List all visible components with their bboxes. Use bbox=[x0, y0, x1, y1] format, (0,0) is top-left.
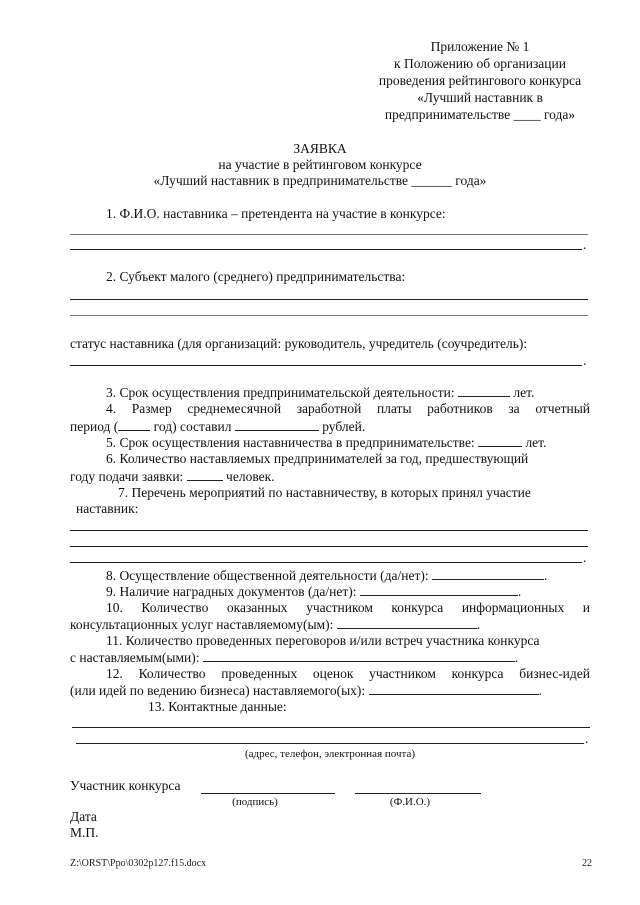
contact-input-line-1[interactable] bbox=[72, 727, 590, 728]
application-title: ЗАЯВКА bbox=[293, 141, 347, 156]
item-12-input[interactable] bbox=[369, 681, 539, 695]
signature-caption: (подпись) bbox=[232, 796, 278, 808]
appendix-line-2: к Положению об организации bbox=[394, 56, 566, 71]
stamp-label: М.П. bbox=[70, 825, 99, 840]
item-4-line-1: 4. Размер среднемесячной заработной платы работников за отчетный bbox=[106, 401, 590, 416]
item-5-input[interactable] bbox=[478, 433, 522, 447]
item-11-input[interactable] bbox=[203, 648, 515, 662]
item-8-label: 8. Осуществление общественной деятельности (да/нет): . bbox=[106, 568, 548, 583]
item-11-line-2: с наставляемым(ыми): . bbox=[70, 650, 519, 665]
application-subtitle-1: на участие в рейтинговом конкурсе bbox=[218, 157, 422, 172]
appendix-line-4: «Лучший наставник в bbox=[417, 90, 543, 105]
item-1-input-line-1[interactable] bbox=[70, 234, 588, 235]
end-dot: . bbox=[583, 550, 587, 565]
item-6-line-1: 6. Количество наставляемых предпринимателей за год, предшествующий bbox=[106, 451, 529, 466]
file-path: Z:\ORST\Ppo\0302p127.f15.docx bbox=[70, 858, 207, 869]
item-4-year-input[interactable] bbox=[118, 417, 150, 431]
item-7-line-1: 7. Перечень мероприятий по наставничеству, в которых принял участие bbox=[118, 485, 531, 500]
item-9-input[interactable] bbox=[360, 582, 518, 596]
item-3-label bbox=[106, 383, 534, 401]
item-10-input[interactable] bbox=[337, 615, 477, 629]
status-input-line[interactable] bbox=[70, 365, 582, 366]
item-2-input-line-1[interactable] bbox=[70, 299, 588, 300]
item-3-unit: лет. bbox=[513, 385, 535, 400]
item-7-input-line-1[interactable] bbox=[70, 530, 588, 531]
item-7-input-line-2[interactable] bbox=[70, 546, 588, 547]
status-label: статус наставника (для организаций: руководитель, учредитель (соучредитель): bbox=[70, 336, 528, 351]
appendix-line-3: проведения рейтингового конкурса bbox=[378, 73, 582, 88]
appendix-line-1: Приложение № 1 bbox=[430, 39, 530, 54]
end-dot: . bbox=[583, 353, 587, 368]
item-3-input[interactable] bbox=[458, 383, 510, 397]
name-caption: (Ф.И.О.) bbox=[389, 796, 431, 808]
item-6-input[interactable] bbox=[187, 467, 223, 481]
item-13-label: 13. Контактные данные: bbox=[148, 699, 287, 714]
item-5-label bbox=[106, 433, 546, 451]
item-5-unit: лет. bbox=[525, 435, 547, 450]
item-4-unit: рублей. bbox=[322, 419, 366, 434]
item-9-label: 9. Наличие наградных документов (да/нет): . bbox=[106, 584, 522, 599]
item-11-text: с наставляемым(ыми): bbox=[70, 650, 200, 665]
item-6-text: году подачи заявки: bbox=[70, 469, 184, 484]
item-6-unit: человек. bbox=[226, 469, 275, 484]
item-4-amount-label: год) составил bbox=[153, 419, 232, 434]
application-subtitle-2: «Лучший наставник в предпринимательстве ______ года» bbox=[153, 173, 487, 188]
item-12-text: (или идей по ведению бизнеса) наставляемого(ых): bbox=[70, 683, 366, 698]
item-4-period-label: период ( bbox=[70, 419, 119, 434]
item-5-text: 5. Срок осуществления наставничества в предпринимательстве: bbox=[106, 435, 475, 450]
item-10-line-2: консультационных услуг наставляемому(ым): . bbox=[70, 617, 481, 632]
date-label: Дата bbox=[70, 809, 97, 824]
page-number: 22 bbox=[582, 858, 592, 869]
item-12-line-2: (или идей по ведению бизнеса) наставляемого(ых): . bbox=[70, 683, 542, 698]
item-10-text: консультационных услуг наставляемому(ым): bbox=[70, 617, 334, 632]
item-8-text: 8. Осуществление общественной деятельности (да/нет): bbox=[106, 568, 429, 583]
contact-input-line-2[interactable] bbox=[76, 743, 584, 744]
participant-label: Участник конкурса bbox=[70, 778, 181, 793]
item-12-line-1: 12. Количество проведенных оценок участником конкурса бизнес-идей bbox=[106, 666, 590, 681]
item-1-label: 1. Ф.И.О. наставника – претендента на участие в конкурсе: bbox=[106, 206, 446, 221]
item-8-input[interactable] bbox=[432, 566, 544, 580]
item-7-input-line-3[interactable] bbox=[70, 562, 582, 563]
item-7-line-2: наставник: bbox=[76, 501, 139, 516]
item-1-input-line-2[interactable] bbox=[70, 249, 582, 250]
item-4-amount-input[interactable] bbox=[235, 417, 319, 431]
end-dot: . bbox=[585, 731, 589, 746]
item-10-line-1: 10. Количество оказанных участником конкурса информационных и bbox=[106, 600, 590, 615]
end-dot: . bbox=[583, 237, 587, 252]
contact-caption: (адрес, телефон, электронная почта) bbox=[244, 748, 415, 760]
item-6-line-2 bbox=[70, 467, 275, 485]
item-2-input-line-2[interactable] bbox=[70, 315, 588, 316]
item-2-label: 2. Субъект малого (среднего) предпринимательства: bbox=[106, 269, 406, 284]
item-9-text: 9. Наличие наградных документов (да/нет): bbox=[106, 584, 357, 599]
appendix-line-5: предпринимательстве ____ года» bbox=[384, 107, 576, 122]
item-11-line-1: 11. Количество проведенных переговоров и/или встреч участника конкурса bbox=[106, 633, 540, 648]
item-3-text: 3. Срок осуществления предпринимательской деятельности: bbox=[106, 385, 455, 400]
